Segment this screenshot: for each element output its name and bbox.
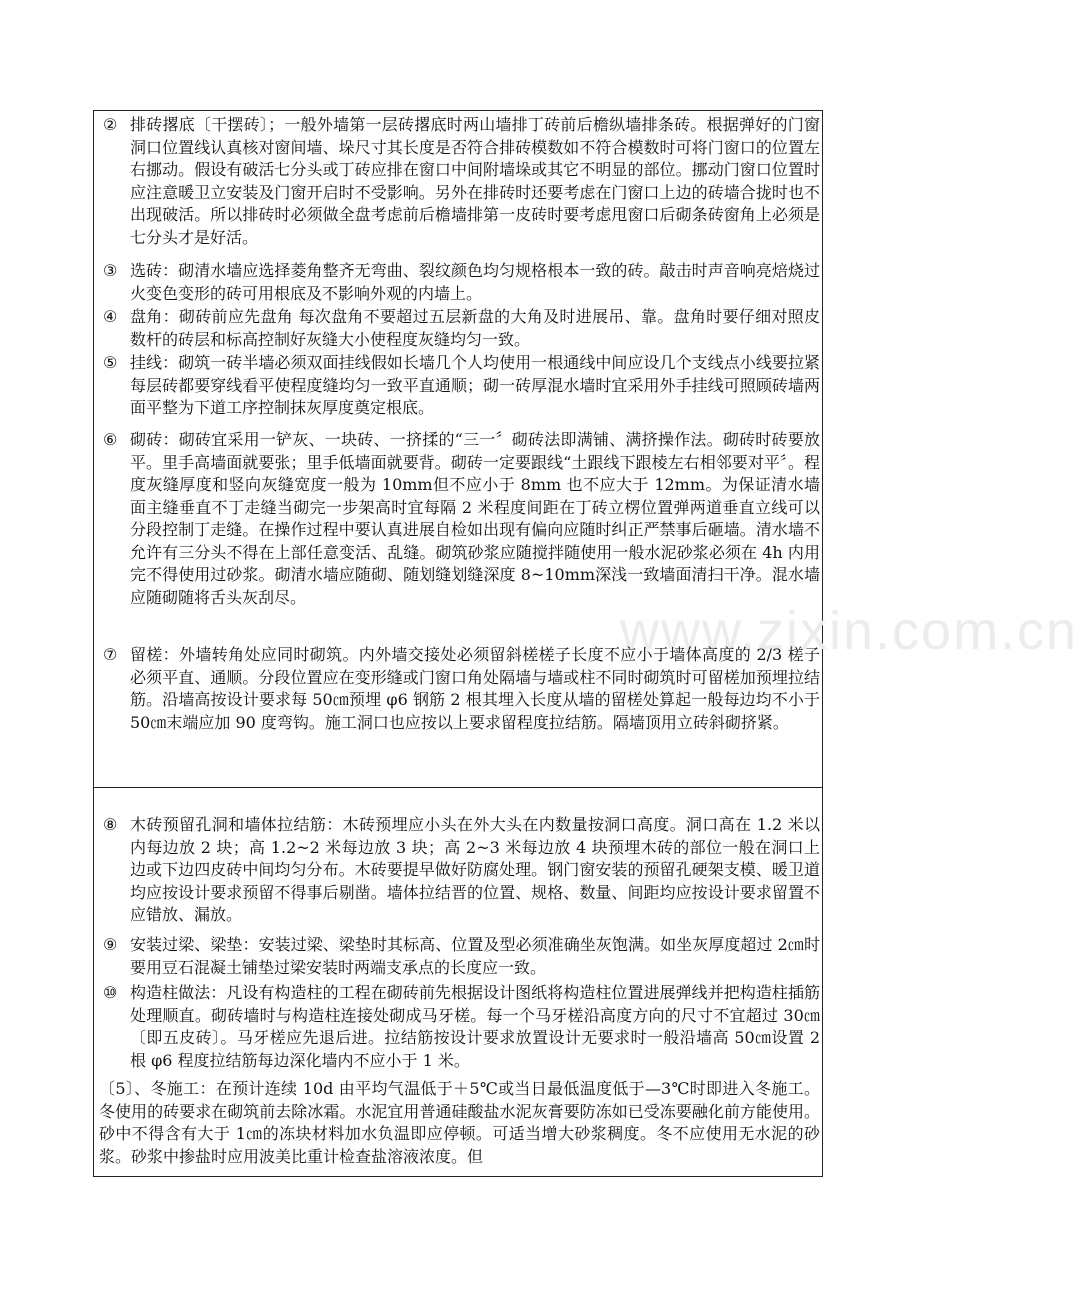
item-paragraph: 木砖预留孔洞和墙体拉结筋：木砖预埋应小头在外大头在内数量按洞口高度。洞口高在 1.2 米以内每边放 2 块；高 1.2~2 米每边放 3 块；高 2~3 米每边放 4 块预埋木砖的部位一般在洞口上边或下边四皮砖中间均匀分布。木砖要提早做好防腐处理。钢门窗安装的预留孔硬架支模、暖卫道均应按设计要求预留不得事后剔凿。墙体拉结晋的位置、规格、数量、间距均应按设计要求留置不应错放、漏放。: [130, 815, 820, 924]
item-paragraph: 留槎：外墙转角处应同时砌筑。内外墙交接处必须留斜槎槎子长度不应小于墙体高度的 2/3 槎子必须平直、通顺。分段位置应在变形缝或门窗口角处隔墙与墙或柱不同时砌筑时可留槎加预埋拉结筋。沿墙高按设计要求每 50㎝预埋 φ6 钢筋 2 根其埋入长度从墙的留槎处算起一般每边均不小于 50㎝末端应加 90 度弯钩。施工洞口也应按以上要求留程度拉结筋。隔墙顶用立砖斜砌挤紧。: [130, 645, 820, 732]
item-number: ⑦: [103, 645, 118, 664]
item-number: ④: [103, 307, 118, 326]
item-paragraph: 盘角：砌砖前应先盘角 每次盘角不要超过五层新盘的大角及时进展吊、靠。盘角时要仔细对照皮数杆的砖层和标高控制好灰缝大小使程度灰缝均匀一致。: [130, 307, 820, 349]
item-number: ②: [103, 115, 118, 134]
winter-construction-paragraph: 〔5〕、冬施工：在预计连续 10d 由平均气温低于＋5℃或当日最低温度低于—3℃时即进入冬施工。冬使用的砖要求在砌筑前去除冰霜。水泥宜用普通硅酸盐水泥灰膏要防冻如已受冻要融化前方能使用。砂中不得含有大于 1㎝的冻块材料加水负温即应停顿。可适当增大砂浆稠度。冬不应使用无水泥的砂浆。砂浆中掺盐时应用波美比重计检查盐溶液浓度。但: [99, 1079, 820, 1166]
item-number: ⑩: [103, 983, 118, 1002]
item-number: ⑥: [103, 430, 118, 449]
item-number: ⑧: [103, 815, 118, 834]
item-number: ⑤: [103, 353, 118, 372]
item-paragraph: 构造柱做法：凡设有构造柱的工程在砌砖前先根据设计图纸将构造柱位置进展弹线并把构造柱插筋处理顺直。砌砖墙时与构造柱连接处砌成马牙槎。每一个马牙槎沿高度方向的尺寸不宜超过 30㎝〔即五皮砖〕。马牙槎应先退后进。拉结筋按设计要求放置设计无要求时一般沿墙高 50㎝设置 2 根 φ6 程度拉结筋每边深化墙内不应小于 1 米。: [130, 983, 820, 1070]
item-paragraph: 安装过梁、梁垫：安装过梁、梁垫时其标高、位置及型必须准确坐灰饱满。如坐灰厚度超过 2㎝时要用豆石混凝土铺垫过梁安装时两端支承点的长度应一致。: [130, 935, 820, 977]
item-number: ③: [103, 261, 118, 280]
item-paragraph: 砌砖：砌砖宜采用一铲灰、一块砖、一挤揉的“三一〞砌砖法即满铺、满挤操作法。砌砖时砖要放平。里手高墙面就要张；里手低墙面就要背。砌砖一定要跟线“土跟线下跟棱左右相邻要对平〞。程度灰缝厚度和竖向灰缝宽度一般为 10mm但不应小于 8mm 也不应大于 12mm。为保证清水墙面主缝垂直不丁走缝当砌完一步架高时宜每隔 2 米程度间距在丁砖立楞位置弹两道垂直立线可以分段控制丁走缝。在操作过程中要认真进展自检如出现有偏向应随时纠正严禁事后砸墙。清水墙不允许有三分头不得在上部任意变活、乱缝。砌筑砂浆应随搅拌随使用一般水泥砂浆必须在 4h 内用完不得使用过砂浆。砌清水墙应随砌、随划缝划缝深度 8~10mm深浅一致墙面清扫干净。混水墙应随砌随将舌头灰刮尽。: [130, 430, 820, 607]
item-paragraph: 排砖撂底〔干摆砖〕；一般外墙第一层砖撂底时两山墙排丁砖前后檐纵墙排条砖。根据弹好的门窗洞口位置线认真核对窗间墙、垛尺寸其长度是否符合排砖模数如不符合模数时可将门窗口的位置左右挪动。假设有破活七分头或丁砖应排在窗口中间附墙垛或其它不明显的部位。挪动门窗口位置时应注意暖卫立安装及门窗开启时不受影响。另外在排砖时还要考虑在门窗口上边的砖墙合拢时也不出现破活。所以排砖时必须做全盘考虑前后檐墙排第一皮砖时要考虑甩窗口后砌条砖窗角上必须是七分头才是好活。: [130, 115, 820, 247]
item-paragraph: 选砖：砌清水墙应选择菱角整齐无弯曲、裂纹颜色均匀规格根本一致的砖。敲击时声音响亮焙烧过火变色变形的砖可用根底及不影响外观的内墙上。: [130, 261, 820, 303]
item-paragraph: 挂线：砌筑一砖半墙必须双面挂线假如长墙几个人均使用一根通线中间应设几个支线点小线要拉紧每层砖都要穿线看平使程度缝均匀一致平直通顺；砌一砖厚混水墙时宜采用外手挂线可照顾砖墙两面平整为下道工序控制抹灰厚度奠定根底。: [130, 353, 820, 417]
watermark: www.zixin.com.cn: [620, 601, 1078, 661]
item-number: ⑨: [103, 935, 118, 954]
